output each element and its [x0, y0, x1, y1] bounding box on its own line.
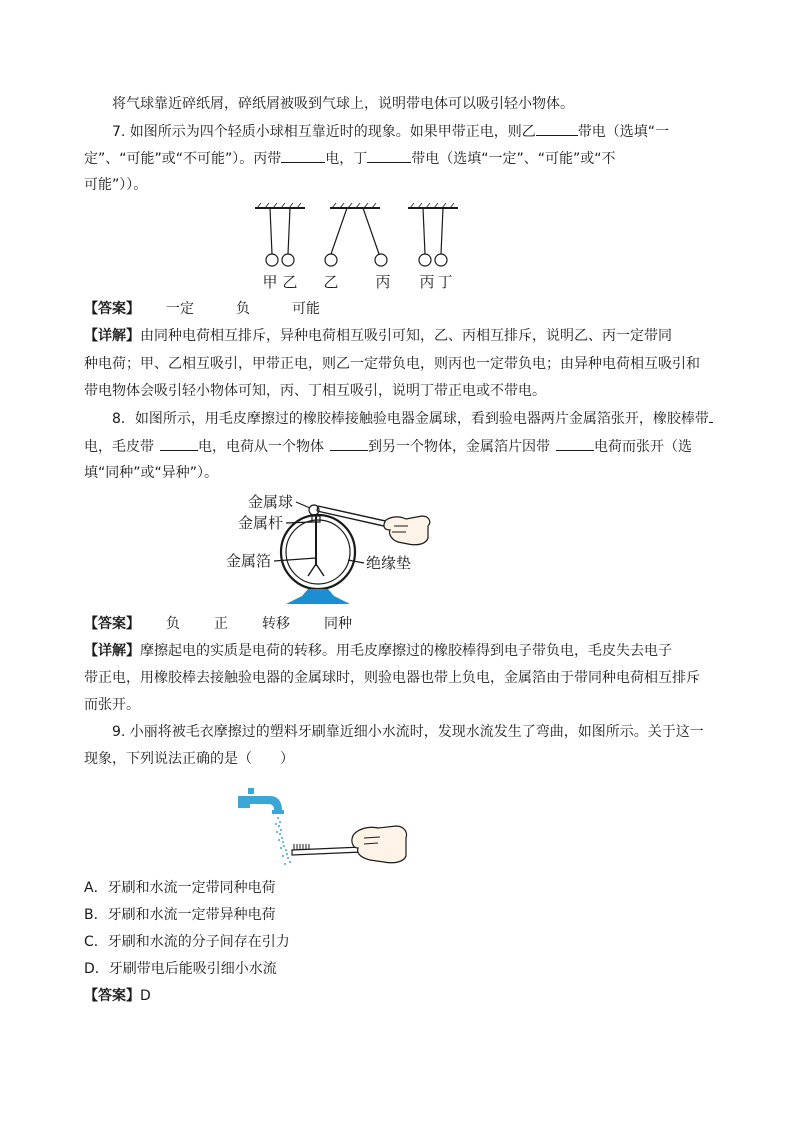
- q9-stem-line2: 现象，下列说法正确的是（ ）: [84, 751, 294, 767]
- ball-ding-3: [435, 254, 447, 266]
- q8-blank-4: [556, 436, 594, 451]
- q8-answer-3: 转移: [262, 616, 290, 632]
- q8-text: 电，电荷从一个物体: [198, 439, 324, 455]
- label-metal-foil: 金属箔: [226, 552, 272, 570]
- foil-left: [308, 564, 316, 576]
- q7-answer-2: 负: [236, 301, 250, 317]
- q8-electroscope-figure: [222, 486, 434, 608]
- q8-answer: [84, 614, 712, 634]
- q9-answer-value: D: [140, 988, 151, 1004]
- q8-text: 8．如图所示，用毛皮摩擦过的橡胶棒接触验电器金属球，看到验电器两片金属箔张开，橡胶棒带: [112, 411, 709, 427]
- q7-text: 带电（选填“一定”、“可能”或“不: [411, 151, 616, 167]
- q7-text: 定”、“可能”或“不可能”）。丙带: [84, 151, 282, 167]
- q8-blank-3: [330, 436, 368, 451]
- q8-detail-line2: 带正电，用橡胶棒去接触验电器的金属球时，则验电器也带上负电，金属箔由于带同种电荷相互排斥: [84, 670, 700, 686]
- foil-right: [316, 564, 324, 576]
- faucet-icon: [238, 796, 250, 808]
- label-jia: 甲: [262, 273, 278, 291]
- label-insulating-pad: 绝缘垫: [366, 554, 412, 572]
- toothbrush-icon: [292, 844, 362, 855]
- label-metal-ball: 金属球: [248, 493, 294, 511]
- detail-tag: 【详解】: [84, 328, 140, 344]
- q7-stem-line1: [112, 121, 740, 142]
- label-bing: 丙: [375, 273, 391, 291]
- q7-text: 7. 如图所示为四个轻质小球相互靠近时的现象。如果甲带正电，则乙: [112, 124, 536, 140]
- q9-faucet-figure: [236, 776, 412, 870]
- q8-stem-line1: [112, 408, 740, 429]
- q7-detail-line2: 种电荷；甲、乙相互吸引，甲带正电，则乙一定带负电，则丙也一定带负电；由异种电荷相互吸引和: [84, 356, 700, 372]
- q8-answer-2: 正: [214, 616, 228, 632]
- q8-text: 电，毛皮带: [84, 439, 154, 455]
- q7-stem-line3: 可能”））。: [84, 177, 148, 193]
- q7-stem-line2: [84, 148, 712, 169]
- q7-text: 电，丁: [325, 151, 368, 167]
- label-ding: 丁: [437, 273, 453, 291]
- q8-text: 到另一个物体，金属箔片因带: [368, 439, 550, 455]
- answer-tag: 【答案】: [84, 988, 140, 1004]
- answer-tag: 【答案】: [84, 616, 140, 632]
- q7-blank-2: [281, 148, 325, 163]
- q7-answer: [84, 299, 712, 319]
- q7-text: 带电（选填“一: [577, 124, 670, 140]
- q7-answer-3: 可能: [292, 301, 320, 317]
- q8-answer-4: 同种: [324, 616, 352, 632]
- ball-yi-1: [282, 254, 294, 266]
- q9-option-a: A．牙刷和水流一定带同种电荷: [84, 880, 276, 896]
- label-metal-rod: 金属杆: [238, 514, 284, 532]
- q9-stem-line1: 9. 小丽将被毛衣摩擦过的塑料牙刷靠近细小水流时，发现水流发生了弯曲，如图所示。关于这一: [112, 724, 704, 740]
- q7-detail-line3: 带电物体会吸引轻小物体可知，丙、丁相互吸引，说明丁带正电或不带电。: [84, 383, 546, 399]
- ball-bing-2: [375, 254, 387, 266]
- q7-detail-line1: [84, 326, 712, 346]
- q8-stem-line3: 填“同种”或“异种”）。: [84, 465, 219, 481]
- q9-answer: [84, 986, 712, 1006]
- q8-detail-line1: [84, 641, 712, 661]
- q7-pendulum-figure: [245, 200, 475, 292]
- q6-conclusion: 将气球靠近碎纸屑，碎纸屑被吸到气球上，说明带电体可以吸引轻小物体。: [112, 96, 574, 112]
- q8-blank-2: [160, 436, 198, 451]
- label-bing: 丙: [419, 273, 435, 291]
- q8-blank-1: [709, 408, 713, 423]
- ball-yi-2: [325, 254, 337, 266]
- q7-blank-3: [367, 148, 411, 163]
- q9-option-c: C．牙刷和水流的分子间存在引力: [84, 934, 290, 950]
- ball-bing-3: [419, 254, 431, 266]
- insulating-stand: [286, 589, 350, 604]
- q7-answer-1: 一定: [166, 301, 194, 317]
- q8-stem-line2: [84, 436, 712, 457]
- q7-detail-text: 由同种电荷相互排斥，异种电荷相互吸引可知，乙、丙相互排斥，说明乙、丙一定带同: [140, 328, 672, 344]
- q8-text: 电荷而张开（选: [594, 439, 692, 455]
- q8-detail-line3: 而张开。: [84, 697, 140, 713]
- q9-option-d: D．牙刷带电后能吸引细小水流: [84, 961, 277, 977]
- q8-answer-1: 负: [166, 616, 180, 632]
- label-yi: 乙: [282, 273, 298, 291]
- electroscope-case: [281, 515, 355, 589]
- ball-jia-1: [266, 254, 278, 266]
- q8-detail-text: 摩擦起电的实质是电荷的转移。用毛皮摩擦过的橡胶棒得到电子带负电，毛皮失去电子: [140, 643, 672, 659]
- detail-tag: 【详解】: [84, 643, 140, 659]
- water-stream: [275, 817, 291, 865]
- answer-tag: 【答案】: [84, 301, 140, 317]
- q7-blank-1: [536, 121, 578, 136]
- q9-option-b: B．牙刷和水流一定带异种电荷: [84, 907, 276, 923]
- hand-icon: [352, 826, 407, 863]
- hand-icon: [384, 516, 430, 545]
- label-yi: 乙: [323, 273, 339, 291]
